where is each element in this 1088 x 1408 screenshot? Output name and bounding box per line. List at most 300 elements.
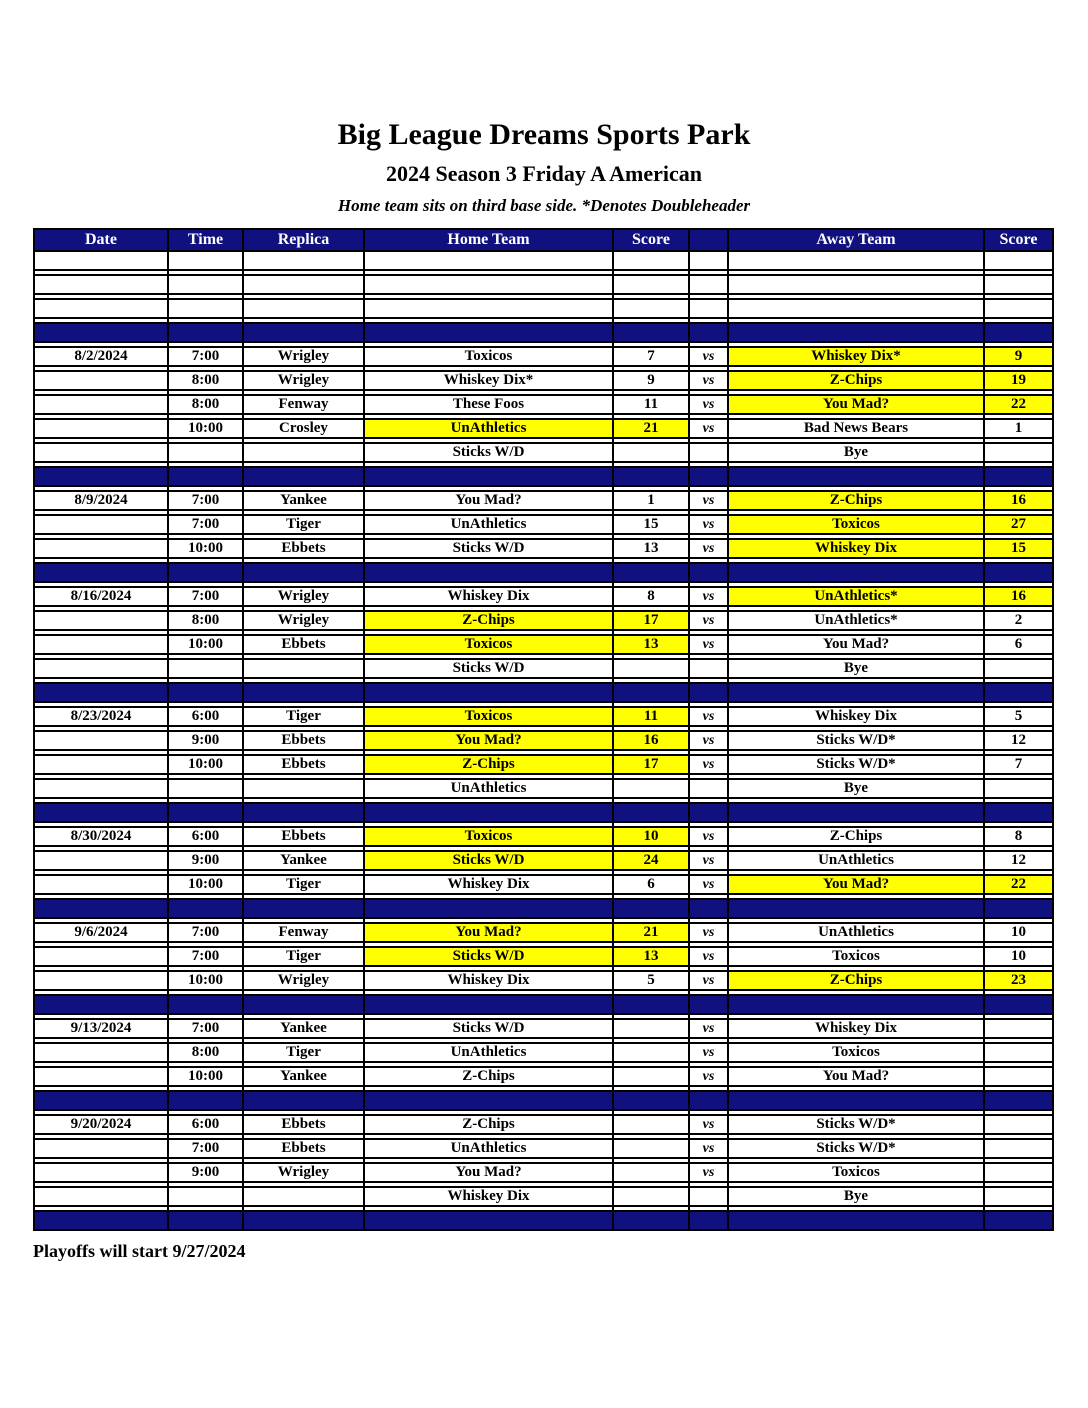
home-team-cell: Whiskey Dix* <box>364 371 613 390</box>
header-row <box>34 229 1053 251</box>
col-header-date: Date <box>34 229 168 251</box>
home-score-cell: 13 <box>613 539 689 558</box>
game-row <box>34 611 1053 630</box>
home-team-cell <box>364 995 613 1014</box>
home-score-cell <box>613 995 689 1014</box>
time-cell <box>168 467 243 486</box>
away-score-cell: 16 <box>984 587 1053 606</box>
replica-cell <box>243 443 364 462</box>
time-cell <box>168 251 243 270</box>
replica-cell: Fenway <box>243 923 364 942</box>
replica-cell <box>243 1091 364 1110</box>
date-cell <box>34 1187 168 1206</box>
away-team-cell: Toxicos <box>728 1043 984 1062</box>
col-header-home-score: Score <box>613 229 689 251</box>
away-score-cell <box>984 323 1053 342</box>
date-cell <box>34 275 168 294</box>
home-score-cell: 21 <box>613 419 689 438</box>
separator-row <box>34 803 1053 822</box>
time-cell <box>168 275 243 294</box>
away-team-cell <box>728 1091 984 1110</box>
schedule-table <box>33 228 1054 1231</box>
date-cell <box>34 683 168 702</box>
replica-cell: Ebbets <box>243 755 364 774</box>
empty-row <box>34 299 1053 318</box>
col-header-replica: Replica <box>243 229 364 251</box>
away-team-cell <box>728 1211 984 1230</box>
time-cell <box>168 299 243 318</box>
home-score-cell: 13 <box>613 635 689 654</box>
replica-cell <box>243 1211 364 1230</box>
away-team-cell: UnAthletics* <box>728 587 984 606</box>
away-team-cell: UnAthletics* <box>728 611 984 630</box>
date-cell <box>34 779 168 798</box>
game-row <box>34 875 1053 894</box>
away-score-cell: 16 <box>984 491 1053 510</box>
home-score-cell <box>613 251 689 270</box>
home-team-cell: Sticks W/D <box>364 443 613 462</box>
vs-cell: vs <box>689 635 728 654</box>
date-cell <box>34 731 168 750</box>
home-team-cell: Sticks W/D <box>364 851 613 870</box>
date-cell <box>34 1091 168 1110</box>
replica-cell <box>243 1187 364 1206</box>
date-cell <box>34 395 168 414</box>
replica-cell: Tiger <box>243 875 364 894</box>
time-cell: 9:00 <box>168 1163 243 1182</box>
date-cell <box>34 539 168 558</box>
date-cell <box>34 1163 168 1182</box>
replica-cell: Ebbets <box>243 731 364 750</box>
vs-cell: vs <box>689 1163 728 1182</box>
replica-cell <box>243 659 364 678</box>
col-header-vs <box>689 229 728 251</box>
vs-cell: vs <box>689 755 728 774</box>
time-cell: 7:00 <box>168 347 243 366</box>
col-header-away-team: Away Team <box>728 229 984 251</box>
time-cell: 10:00 <box>168 755 243 774</box>
away-score-cell <box>984 779 1053 798</box>
away-score-cell: 1 <box>984 419 1053 438</box>
time-cell: 7:00 <box>168 515 243 534</box>
replica-cell: Wrigley <box>243 347 364 366</box>
empty-row <box>34 251 1053 270</box>
away-score-cell <box>984 275 1053 294</box>
home-score-cell <box>613 323 689 342</box>
separator-row <box>34 467 1053 486</box>
date-cell <box>34 947 168 966</box>
home-score-cell <box>613 1211 689 1230</box>
away-score-cell <box>984 1163 1053 1182</box>
date-cell <box>34 875 168 894</box>
home-score-cell: 9 <box>613 371 689 390</box>
home-score-cell <box>613 1091 689 1110</box>
time-cell: 9:00 <box>168 851 243 870</box>
away-score-cell <box>984 683 1053 702</box>
replica-cell: Wrigley <box>243 611 364 630</box>
away-team-cell <box>728 275 984 294</box>
game-row <box>34 971 1053 990</box>
home-team-cell: You Mad? <box>364 1163 613 1182</box>
away-team-cell: Whiskey Dix <box>728 1019 984 1038</box>
away-score-cell <box>984 1211 1053 1230</box>
replica-cell: Tiger <box>243 1043 364 1062</box>
vs-cell: vs <box>689 947 728 966</box>
away-team-cell: Toxicos <box>728 1163 984 1182</box>
vs-cell: vs <box>689 851 728 870</box>
date-cell <box>34 659 168 678</box>
replica-cell: Wrigley <box>243 371 364 390</box>
home-score-cell <box>613 275 689 294</box>
home-team-cell: Sticks W/D <box>364 947 613 966</box>
vs-cell: vs <box>689 923 728 942</box>
vs-cell: vs <box>689 347 728 366</box>
date-cell <box>34 995 168 1014</box>
page-title: Big League Dreams Sports Park <box>337 118 751 151</box>
home-score-cell <box>613 299 689 318</box>
away-score-cell: 2 <box>984 611 1053 630</box>
time-cell: 8:00 <box>168 371 243 390</box>
away-score-cell: 5 <box>984 707 1053 726</box>
vs-cell: vs <box>689 611 728 630</box>
away-team-cell: UnAthletics <box>728 851 984 870</box>
game-row <box>34 443 1053 462</box>
vs-cell: vs <box>689 1115 728 1134</box>
away-team-cell: Whiskey Dix <box>728 707 984 726</box>
home-score-cell <box>613 779 689 798</box>
game-row <box>34 1043 1053 1062</box>
home-team-cell: UnAthletics <box>364 515 613 534</box>
time-cell: 6:00 <box>168 1115 243 1134</box>
home-team-cell: Toxicos <box>364 707 613 726</box>
away-score-cell <box>984 995 1053 1014</box>
vs-cell: vs <box>689 707 728 726</box>
time-cell: 7:00 <box>168 587 243 606</box>
replica-cell: Wrigley <box>243 971 364 990</box>
col-header-time: Time <box>168 229 243 251</box>
game-row <box>34 731 1053 750</box>
vs-cell: vs <box>689 971 728 990</box>
away-score-cell: 10 <box>984 947 1053 966</box>
time-cell: 8:00 <box>168 611 243 630</box>
time-cell <box>168 563 243 582</box>
vs-cell <box>689 443 728 462</box>
away-team-cell: Sticks W/D* <box>728 1115 984 1134</box>
replica-cell: Ebbets <box>243 827 364 846</box>
away-score-cell: 22 <box>984 395 1053 414</box>
date-cell: 8/9/2024 <box>34 491 168 510</box>
away-team-cell: Whiskey Dix* <box>728 347 984 366</box>
away-team-cell <box>728 323 984 342</box>
vs-cell <box>689 251 728 270</box>
away-score-cell <box>984 563 1053 582</box>
home-team-cell: Sticks W/D <box>364 659 613 678</box>
vs-cell: vs <box>689 1139 728 1158</box>
separator-row <box>34 995 1053 1014</box>
away-score-cell: 10 <box>984 923 1053 942</box>
game-row <box>34 491 1053 510</box>
time-cell <box>168 443 243 462</box>
game-row <box>34 1139 1053 1158</box>
home-score-cell: 10 <box>613 827 689 846</box>
time-cell <box>168 1091 243 1110</box>
time-cell: 8:00 <box>168 1043 243 1062</box>
home-team-cell: Whiskey Dix <box>364 971 613 990</box>
home-team-cell <box>364 563 613 582</box>
vs-cell: vs <box>689 587 728 606</box>
date-cell <box>34 323 168 342</box>
home-score-cell <box>613 563 689 582</box>
date-cell <box>34 1067 168 1086</box>
home-score-cell: 8 <box>613 587 689 606</box>
away-team-cell: Sticks W/D* <box>728 1139 984 1158</box>
date-cell: 8/23/2024 <box>34 707 168 726</box>
replica-cell: Ebbets <box>243 635 364 654</box>
game-row <box>34 1163 1053 1182</box>
home-team-cell: Z-Chips <box>364 1115 613 1134</box>
away-score-cell <box>984 1043 1053 1062</box>
home-team-cell: Z-Chips <box>364 1067 613 1086</box>
replica-cell: Yankee <box>243 851 364 870</box>
home-score-cell <box>613 467 689 486</box>
date-cell <box>34 803 168 822</box>
home-team-cell <box>364 803 613 822</box>
away-team-cell: Bad News Bears <box>728 419 984 438</box>
home-team-cell: Sticks W/D <box>364 539 613 558</box>
away-score-cell <box>984 803 1053 822</box>
away-score-cell: 19 <box>984 371 1053 390</box>
home-team-cell <box>364 683 613 702</box>
time-cell <box>168 323 243 342</box>
replica-cell: Ebbets <box>243 539 364 558</box>
time-cell: 10:00 <box>168 875 243 894</box>
vs-cell: vs <box>689 731 728 750</box>
date-cell: 8/2/2024 <box>34 347 168 366</box>
game-row <box>34 371 1053 390</box>
separator-row <box>34 1211 1053 1230</box>
date-cell: 9/6/2024 <box>34 923 168 942</box>
game-row <box>34 1067 1053 1086</box>
vs-cell <box>689 995 728 1014</box>
home-score-cell <box>613 1115 689 1134</box>
time-cell <box>168 803 243 822</box>
time-cell: 6:00 <box>168 827 243 846</box>
vs-cell: vs <box>689 395 728 414</box>
col-header-away-score: Score <box>984 229 1053 251</box>
game-row <box>34 851 1053 870</box>
vs-cell: vs <box>689 515 728 534</box>
home-score-cell <box>613 1187 689 1206</box>
away-team-cell: Z-Chips <box>728 971 984 990</box>
home-team-cell: Z-Chips <box>364 755 613 774</box>
home-score-cell: 17 <box>613 755 689 774</box>
game-row <box>34 755 1053 774</box>
vs-cell <box>689 683 728 702</box>
away-team-cell <box>728 683 984 702</box>
replica-cell <box>243 299 364 318</box>
away-score-cell <box>984 299 1053 318</box>
away-team-cell: Bye <box>728 779 984 798</box>
away-team-cell <box>728 299 984 318</box>
date-cell: 8/30/2024 <box>34 827 168 846</box>
away-team-cell: Bye <box>728 1187 984 1206</box>
date-cell <box>34 611 168 630</box>
away-team-cell <box>728 467 984 486</box>
home-team-cell: Toxicos <box>364 635 613 654</box>
game-row <box>34 347 1053 366</box>
game-row <box>34 659 1053 678</box>
home-team-cell: You Mad? <box>364 491 613 510</box>
vs-cell <box>689 1187 728 1206</box>
home-score-cell: 1 <box>613 491 689 510</box>
separator-row <box>34 899 1053 918</box>
replica-cell <box>243 995 364 1014</box>
home-score-cell: 5 <box>613 971 689 990</box>
vs-cell: vs <box>689 827 728 846</box>
away-team-cell: You Mad? <box>728 875 984 894</box>
col-header-home-team: Home Team <box>364 229 613 251</box>
time-cell: 6:00 <box>168 707 243 726</box>
home-team-cell <box>364 323 613 342</box>
replica-cell <box>243 683 364 702</box>
time-cell: 10:00 <box>168 1067 243 1086</box>
home-score-cell: 24 <box>613 851 689 870</box>
vs-cell <box>689 779 728 798</box>
away-team-cell: Toxicos <box>728 947 984 966</box>
home-score-cell <box>613 683 689 702</box>
home-score-cell: 7 <box>613 347 689 366</box>
home-score-cell <box>613 803 689 822</box>
away-score-cell <box>984 443 1053 462</box>
replica-cell: Yankee <box>243 491 364 510</box>
away-team-cell: You Mad? <box>728 395 984 414</box>
time-cell: 7:00 <box>168 491 243 510</box>
home-team-cell <box>364 467 613 486</box>
home-score-cell <box>613 1043 689 1062</box>
replica-cell: Crosley <box>243 419 364 438</box>
replica-cell: Yankee <box>243 1019 364 1038</box>
time-cell <box>168 899 243 918</box>
replica-cell: Tiger <box>243 707 364 726</box>
time-cell <box>168 659 243 678</box>
date-cell <box>34 515 168 534</box>
time-cell: 10:00 <box>168 635 243 654</box>
away-team-cell: Whiskey Dix <box>728 539 984 558</box>
vs-cell <box>689 803 728 822</box>
home-team-cell: UnAthletics <box>364 779 613 798</box>
separator-row <box>34 323 1053 342</box>
home-team-cell: Whiskey Dix <box>364 875 613 894</box>
home-team-cell <box>364 251 613 270</box>
replica-cell <box>243 899 364 918</box>
vs-cell: vs <box>689 539 728 558</box>
home-team-cell: Toxicos <box>364 827 613 846</box>
replica-cell: Tiger <box>243 947 364 966</box>
away-score-cell <box>984 1091 1053 1110</box>
home-score-cell <box>613 1019 689 1038</box>
replica-cell <box>243 803 364 822</box>
date-cell: 9/20/2024 <box>34 1115 168 1134</box>
home-team-cell: Z-Chips <box>364 611 613 630</box>
vs-cell: vs <box>689 371 728 390</box>
replica-cell: Yankee <box>243 1067 364 1086</box>
replica-cell <box>243 275 364 294</box>
away-score-cell: 23 <box>984 971 1053 990</box>
replica-cell: Tiger <box>243 515 364 534</box>
away-team-cell <box>728 563 984 582</box>
time-cell: 8:00 <box>168 395 243 414</box>
away-team-cell: Bye <box>728 443 984 462</box>
replica-cell: Ebbets <box>243 1139 364 1158</box>
away-score-cell <box>984 1067 1053 1086</box>
replica-cell: Ebbets <box>243 1115 364 1134</box>
date-cell <box>34 851 168 870</box>
replica-cell: Fenway <box>243 395 364 414</box>
date-cell <box>34 443 168 462</box>
date-cell <box>34 1043 168 1062</box>
away-team-cell <box>728 899 984 918</box>
time-cell <box>168 1187 243 1206</box>
vs-cell <box>689 1211 728 1230</box>
vs-cell <box>689 323 728 342</box>
vs-cell <box>689 899 728 918</box>
away-score-cell: 7 <box>984 755 1053 774</box>
time-cell: 10:00 <box>168 971 243 990</box>
replica-cell: Wrigley <box>243 1163 364 1182</box>
away-team-cell <box>728 995 984 1014</box>
vs-cell: vs <box>689 1019 728 1038</box>
vs-cell: vs <box>689 419 728 438</box>
separator-row <box>34 563 1053 582</box>
replica-cell <box>243 467 364 486</box>
time-cell: 10:00 <box>168 419 243 438</box>
date-cell <box>34 563 168 582</box>
time-cell <box>168 995 243 1014</box>
time-cell: 7:00 <box>168 923 243 942</box>
home-team-note: Home team sits on third base side. *Denotes Doubleheader <box>337 196 751 215</box>
vs-cell <box>689 563 728 582</box>
home-score-cell: 15 <box>613 515 689 534</box>
vs-cell <box>689 467 728 486</box>
game-row <box>34 515 1053 534</box>
away-team-cell: Sticks W/D* <box>728 755 984 774</box>
date-cell <box>34 251 168 270</box>
away-team-cell: You Mad? <box>728 635 984 654</box>
playoffs-footer: Playoffs will start 9/27/2024 <box>33 1241 246 1261</box>
game-row <box>34 1187 1053 1206</box>
away-team-cell: Toxicos <box>728 515 984 534</box>
separator-row <box>34 1091 1053 1110</box>
away-score-cell: 8 <box>984 827 1053 846</box>
vs-cell <box>689 299 728 318</box>
time-cell: 10:00 <box>168 539 243 558</box>
game-row <box>34 395 1053 414</box>
away-score-cell <box>984 659 1053 678</box>
home-score-cell <box>613 1139 689 1158</box>
home-team-cell: Whiskey Dix <box>364 1187 613 1206</box>
home-score-cell <box>613 899 689 918</box>
vs-cell: vs <box>689 1067 728 1086</box>
date-cell <box>34 1211 168 1230</box>
vs-cell: vs <box>689 491 728 510</box>
away-team-cell <box>728 251 984 270</box>
away-team-cell: Z-Chips <box>728 827 984 846</box>
game-row <box>34 635 1053 654</box>
home-team-cell: You Mad? <box>364 923 613 942</box>
game-row <box>34 923 1053 942</box>
date-cell <box>34 467 168 486</box>
home-team-cell <box>364 1211 613 1230</box>
